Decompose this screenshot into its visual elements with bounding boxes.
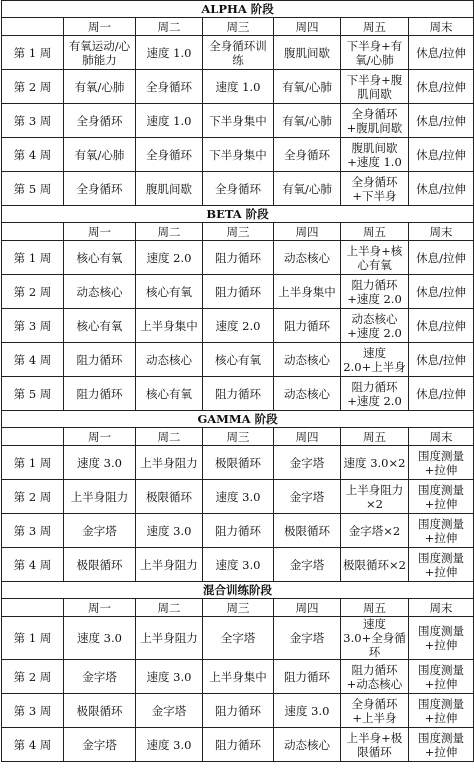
table-cell: 全身循环 — [64, 104, 136, 138]
table-cell: 极限循环 — [64, 548, 136, 582]
table-cell: 速度 1.0 — [136, 36, 203, 70]
table-row — [2, 446, 474, 480]
phase-title: 混合训练阶段 — [2, 582, 474, 599]
table-cell: 上半身集中 — [136, 309, 203, 343]
table-cell: 围度测量+拉伸 — [409, 728, 474, 762]
table-cell: 金字塔 — [136, 694, 203, 728]
column-header: 周二 — [136, 18, 203, 36]
table-cell: 全身循环 — [64, 172, 136, 206]
table-row — [2, 480, 474, 514]
table-cell: 核心有氧 — [203, 343, 274, 377]
table-cell: 动态核心 — [274, 241, 341, 275]
table-cell: 金字塔 — [274, 548, 341, 582]
week-label: 第 3 周 — [2, 694, 64, 728]
table-cell: 上半身阻力 — [64, 480, 136, 514]
table-cell: 休息/拉伸 — [409, 377, 474, 411]
phase-title-row — [2, 206, 474, 223]
table-cell: 核心有氧 — [64, 309, 136, 343]
column-header: 周三 — [203, 18, 274, 36]
table-cell: 速度 2.0 — [136, 241, 203, 275]
week-label: 第 5 周 — [2, 172, 64, 206]
table-cell: 上半身集中 — [203, 660, 274, 694]
table-cell: 上半身阻力×2 — [341, 480, 409, 514]
table-cell: 阻力循环 — [203, 514, 274, 548]
table-cell: 全身循环+上半身 — [341, 694, 409, 728]
table-cell: 速度 1.0 — [136, 104, 203, 138]
table-cell: 核心有氧 — [136, 377, 203, 411]
table-cell: 围度测量+拉伸 — [409, 548, 474, 582]
table-cell: 围度测量+拉伸 — [409, 514, 474, 548]
table-cell: 金字塔 — [274, 446, 341, 480]
table-cell: 有氧/心肺 — [274, 172, 341, 206]
table-cell: 全身循环 — [136, 70, 203, 104]
column-header: 周三 — [203, 428, 274, 446]
table-cell: 下半身集中 — [203, 104, 274, 138]
table-row — [2, 548, 474, 582]
table-row — [2, 70, 474, 104]
table-cell: 上半身阻力 — [136, 548, 203, 582]
training-schedule — [1, 0, 473, 762]
table-cell: 速度 3.0 — [136, 660, 203, 694]
table-cell: 速度 2.0 — [203, 309, 274, 343]
table-cell: 腹肌间歇 — [274, 36, 341, 70]
table-row — [2, 104, 474, 138]
table-cell: 速度 3.0+全身循环 — [341, 617, 409, 660]
table-cell: 围度测量+拉伸 — [409, 617, 474, 660]
header-row — [2, 18, 474, 36]
table-row — [2, 377, 474, 411]
table-cell: 阻力循环+速度 2.0 — [341, 377, 409, 411]
table-cell: 有氧/心肺 — [274, 104, 341, 138]
table-cell: 有氧/心肺 — [64, 138, 136, 172]
table-cell: 金字塔 — [274, 617, 341, 660]
table-cell: 上半身阻力 — [136, 617, 203, 660]
table-cell: 有氧/心肺 — [274, 70, 341, 104]
table-cell: 阻力循环 — [203, 377, 274, 411]
table-cell: 金字塔 — [64, 660, 136, 694]
table-cell: 休息/拉伸 — [409, 275, 474, 309]
table-row — [2, 728, 474, 762]
column-header: 周四 — [274, 223, 341, 241]
table-cell: 动态核心 — [64, 275, 136, 309]
table-cell: 休息/拉伸 — [409, 309, 474, 343]
table-cell: 阻力循环 — [203, 694, 274, 728]
table-row — [2, 138, 474, 172]
week-label: 第 5 周 — [2, 377, 64, 411]
column-header: 周五 — [341, 599, 409, 617]
column-header: 周二 — [136, 428, 203, 446]
table-cell: 阻力循环 — [203, 241, 274, 275]
column-header: 周末 — [409, 223, 474, 241]
table-cell: 全身循环 — [274, 138, 341, 172]
table-cell: 极限循环 — [274, 514, 341, 548]
column-header: 周一 — [64, 428, 136, 446]
week-label: 第 4 周 — [2, 138, 64, 172]
column-header: 周四 — [274, 599, 341, 617]
phase-title: BETA 阶段 — [2, 206, 474, 223]
table-cell: 全身循环训练 — [203, 36, 274, 70]
table-cell: 下半身集中 — [203, 138, 274, 172]
table-cell: 金字塔 — [64, 514, 136, 548]
column-header: 周一 — [64, 18, 136, 36]
table-cell: 速度 3.0 — [64, 617, 136, 660]
week-label: 第 1 周 — [2, 446, 64, 480]
table-cell: 金字塔 — [64, 728, 136, 762]
table-row — [2, 660, 474, 694]
week-label: 第 3 周 — [2, 104, 64, 138]
table-cell: 休息/拉伸 — [409, 241, 474, 275]
table-cell: 上半身集中 — [274, 275, 341, 309]
table-cell: 金字塔 — [274, 480, 341, 514]
column-header: 周二 — [136, 599, 203, 617]
phase-table — [1, 581, 474, 762]
week-label: 第 3 周 — [2, 514, 64, 548]
table-cell: 极限循环×2 — [341, 548, 409, 582]
table-cell: 阻力循环+动态核心 — [341, 660, 409, 694]
table-row — [2, 36, 474, 70]
header-row — [2, 428, 474, 446]
table-cell: 下半身+有氧/心肺 — [341, 36, 409, 70]
week-label: 第 2 周 — [2, 70, 64, 104]
table-cell: 速度 3.0 — [274, 694, 341, 728]
header-row — [2, 599, 474, 617]
column-header: 周五 — [341, 428, 409, 446]
table-cell: 阻力循环 — [203, 275, 274, 309]
week-label: 第 2 周 — [2, 275, 64, 309]
table-cell: 围度测量+拉伸 — [409, 694, 474, 728]
table-cell: 速度 3.0 — [136, 728, 203, 762]
table-cell: 休息/拉伸 — [409, 36, 474, 70]
week-label: 第 3 周 — [2, 309, 64, 343]
week-label: 第 4 周 — [2, 548, 64, 582]
table-row — [2, 343, 474, 377]
table-cell: 阻力循环+速度 2.0 — [341, 275, 409, 309]
phase-title-row — [2, 1, 474, 18]
column-header: 周一 — [64, 223, 136, 241]
column-header — [2, 18, 64, 36]
table-cell: 下半身+腹肌间歇 — [341, 70, 409, 104]
table-cell: 极限循环 — [64, 694, 136, 728]
table-cell: 休息/拉伸 — [409, 172, 474, 206]
table-cell: 腹肌间歇 — [136, 172, 203, 206]
table-cell: 全字塔 — [203, 617, 274, 660]
table-cell: 核心有氧 — [136, 275, 203, 309]
phase-table — [1, 0, 474, 206]
table-cell: 速度 2.0+上半身 — [341, 343, 409, 377]
table-row — [2, 172, 474, 206]
column-header: 周末 — [409, 428, 474, 446]
table-cell: 休息/拉伸 — [409, 343, 474, 377]
table-cell: 金字塔×2 — [341, 514, 409, 548]
table-cell: 全身循环+腹肌间歇 — [341, 104, 409, 138]
table-cell: 速度 3.0 — [64, 446, 136, 480]
week-label: 第 2 周 — [2, 480, 64, 514]
table-row — [2, 514, 474, 548]
table-cell: 动态核心 — [274, 377, 341, 411]
table-row — [2, 275, 474, 309]
table-cell: 极限循环 — [136, 480, 203, 514]
table-cell: 阻力循环 — [64, 377, 136, 411]
table-cell: 核心有氧 — [64, 241, 136, 275]
table-cell: 阻力循环 — [203, 728, 274, 762]
table-cell: 动态核心 — [136, 343, 203, 377]
column-header: 周四 — [274, 428, 341, 446]
table-row — [2, 617, 474, 660]
table-cell: 全身循环 — [203, 172, 274, 206]
phase-title: ALPHA 阶段 — [2, 1, 474, 18]
table-cell: 休息/拉伸 — [409, 138, 474, 172]
column-header: 周二 — [136, 223, 203, 241]
table-cell: 阻力循环 — [274, 660, 341, 694]
week-label: 第 4 周 — [2, 343, 64, 377]
header-row — [2, 223, 474, 241]
table-row — [2, 309, 474, 343]
column-header: 周末 — [409, 18, 474, 36]
table-cell: 休息/拉伸 — [409, 104, 474, 138]
column-header: 周三 — [203, 599, 274, 617]
column-header: 周四 — [274, 18, 341, 36]
table-cell: 速度 3.0×2 — [341, 446, 409, 480]
column-header — [2, 428, 64, 446]
table-row — [2, 694, 474, 728]
table-cell: 速度 1.0 — [203, 70, 274, 104]
column-header: 周末 — [409, 599, 474, 617]
table-cell: 动态核心 — [274, 343, 341, 377]
week-label: 第 1 周 — [2, 617, 64, 660]
column-header: 周五 — [341, 18, 409, 36]
table-cell: 上半身+极限循环 — [341, 728, 409, 762]
table-cell: 上半身阻力 — [136, 446, 203, 480]
column-header: 周五 — [341, 223, 409, 241]
table-cell: 休息/拉伸 — [409, 70, 474, 104]
phase-title: GAMMA 阶段 — [2, 411, 474, 428]
column-header — [2, 599, 64, 617]
table-cell: 有氧/心肺 — [64, 70, 136, 104]
table-cell: 速度 3.0 — [203, 480, 274, 514]
column-header: 周三 — [203, 223, 274, 241]
table-cell: 全身循环+下半身 — [341, 172, 409, 206]
week-label: 第 4 周 — [2, 728, 64, 762]
phase-table — [1, 410, 474, 582]
table-cell: 速度 3.0 — [136, 514, 203, 548]
week-label: 第 1 周 — [2, 36, 64, 70]
table-cell: 动态核心+速度 2.0 — [341, 309, 409, 343]
week-label: 第 1 周 — [2, 241, 64, 275]
table-cell: 腹肌间歇+速度 1.0 — [341, 138, 409, 172]
table-cell: 围度测量+拉伸 — [409, 660, 474, 694]
table-cell: 阻力循环 — [64, 343, 136, 377]
table-row — [2, 241, 474, 275]
table-cell: 阻力循环 — [274, 309, 341, 343]
table-cell: 有氧运动/心肺能力 — [64, 36, 136, 70]
week-label: 第 2 周 — [2, 660, 64, 694]
table-cell: 上半身+核心有氧 — [341, 241, 409, 275]
table-cell: 围度测量+拉伸 — [409, 446, 474, 480]
column-header: 周一 — [64, 599, 136, 617]
table-cell: 极限循环 — [203, 446, 274, 480]
phase-table — [1, 205, 474, 411]
table-cell: 围度测量+拉伸 — [409, 480, 474, 514]
phase-title-row — [2, 411, 474, 428]
table-cell: 动态核心 — [274, 728, 341, 762]
table-cell: 速度 3.0 — [203, 548, 274, 582]
column-header — [2, 223, 64, 241]
table-cell: 全身循环 — [136, 138, 203, 172]
phase-title-row — [2, 582, 474, 599]
